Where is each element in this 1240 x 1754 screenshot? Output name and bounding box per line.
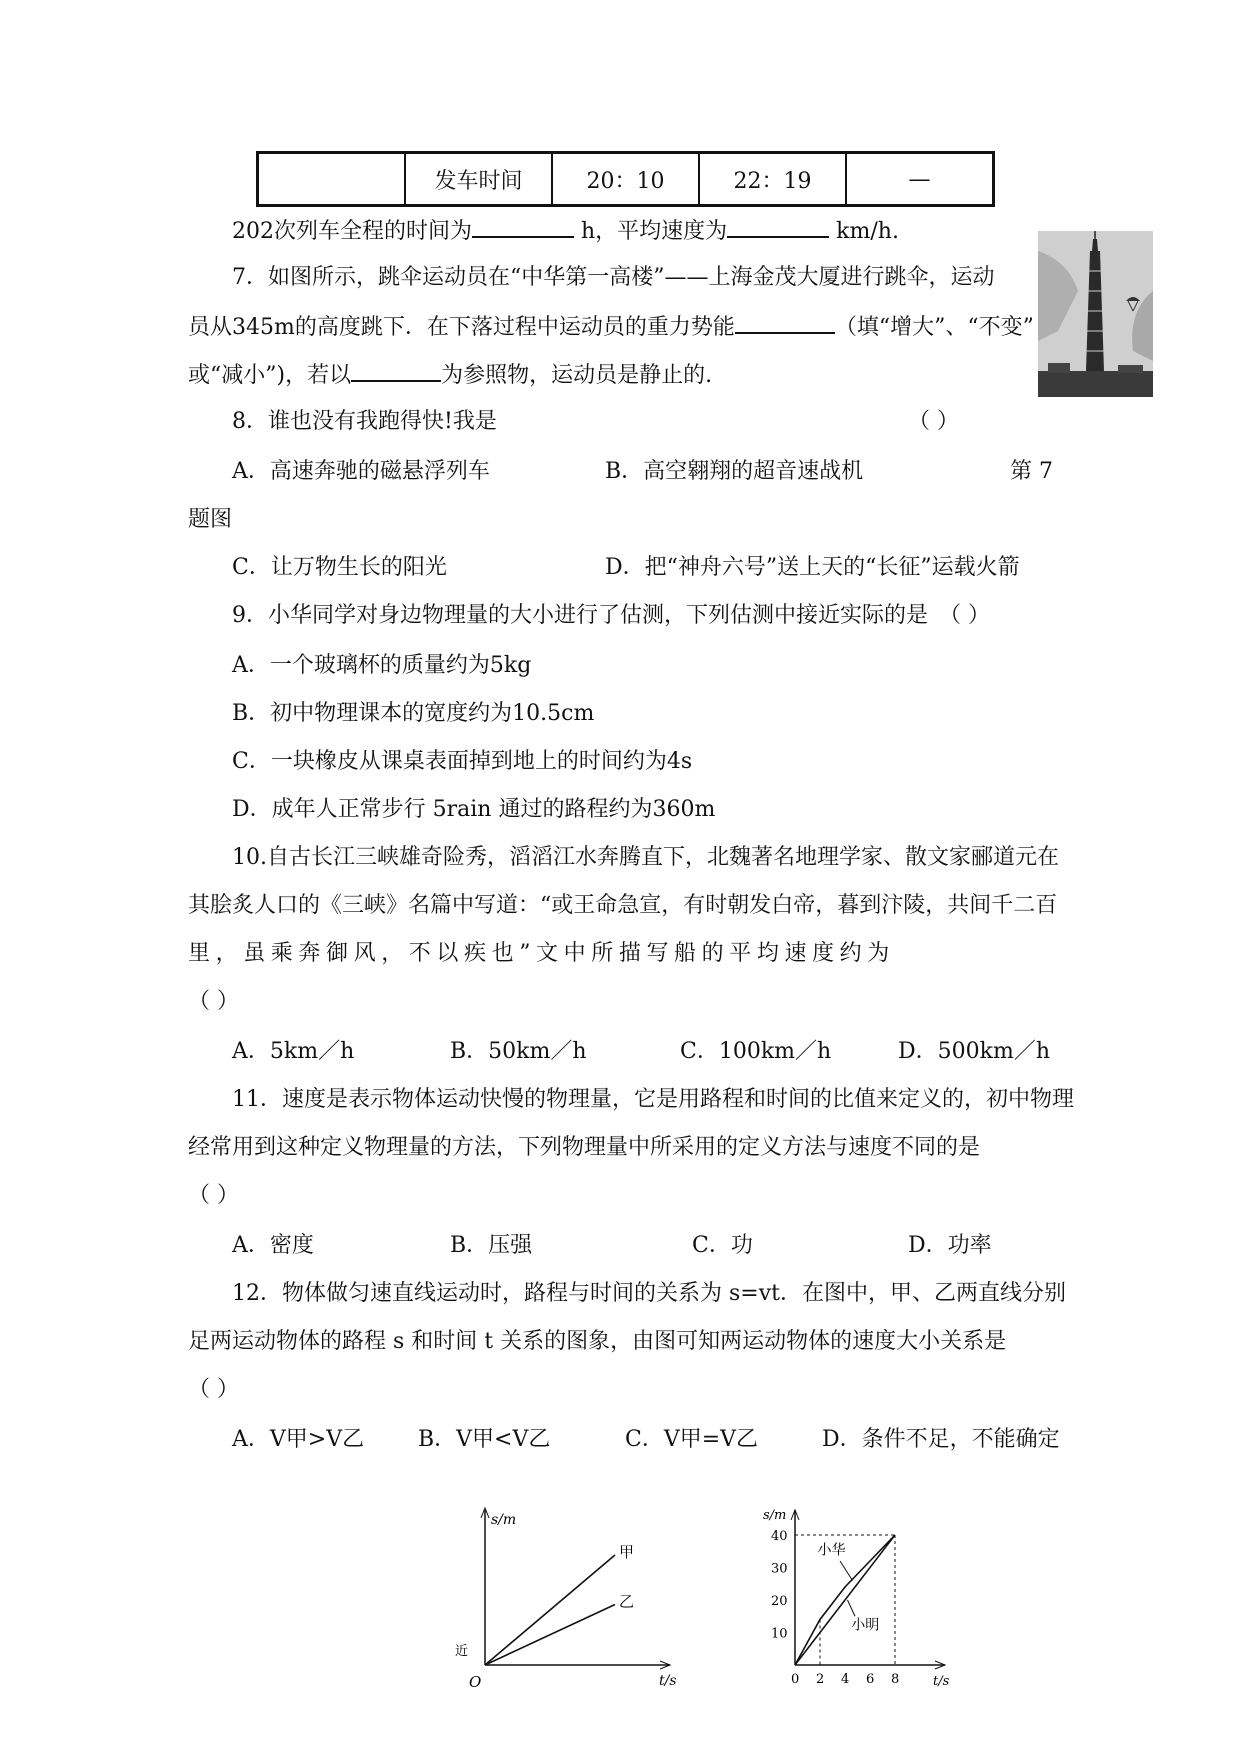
table-cell: 22：19: [699, 153, 846, 206]
q10-option-d: D．500km／h: [898, 1039, 1050, 1064]
q12-option-a: A．V甲>V乙: [232, 1427, 365, 1452]
answer-blank: [351, 358, 441, 382]
q10-option-b: B．50km／h: [450, 1039, 587, 1064]
q8-option-d: D．把“神舟六号”送上天的“长征”运载火箭: [605, 555, 1020, 580]
q12-line3: （ ）: [188, 1377, 239, 1402]
series-label-0: 小华: [817, 1542, 846, 1559]
chart-xiaohua-xiaoming: [750, 1490, 980, 1700]
tower-photo: [1038, 231, 1153, 397]
q8-option-b: B．高空翱翔的超音速战机: [605, 459, 864, 484]
x-tick-label: 6: [866, 1672, 875, 1687]
table-row: [258, 153, 994, 206]
stray-label: 近: [455, 1644, 469, 1659]
series-label-0: 甲: [619, 1543, 635, 1561]
q10-option-a: A．5km／h: [232, 1039, 355, 1064]
q9-option-a: A．一个玻璃杯的质量约为5kg: [232, 653, 532, 678]
table-cell: —: [846, 153, 994, 206]
q6-text: [232, 214, 899, 248]
q7-line2b: （填“增大”、“不变”: [834, 315, 1034, 340]
q9-option-c: C．一块橡皮从课桌表面掉到地上的时间约为4s: [232, 749, 693, 774]
q10-line4: （ ）: [188, 989, 239, 1014]
x-axis-label: t/s: [933, 1674, 950, 1689]
series-line-0: [485, 1555, 615, 1665]
q11-line2: 经常用到这种定义物理量的方法，下列物理量中所采用的定义方法与速度不同的是: [188, 1135, 981, 1160]
table-cell: 20：10: [552, 153, 699, 206]
q6-part3: km/h.: [836, 219, 899, 244]
x-tick-label: 0: [791, 1672, 800, 1687]
series-leader-1: [848, 1600, 856, 1616]
q8-option-c: C．让万物生长的阳光: [232, 555, 447, 580]
answer-blank: [735, 310, 835, 334]
q7-line1: 7．如图所示，跳伞运动员在“中华第一高楼”——上海金茂大厦进行跳伞，运动: [232, 265, 995, 290]
q12-option-c: C．V甲=V乙: [625, 1427, 759, 1452]
y-tick-label: 10: [771, 1626, 788, 1642]
q7-line3b: 为参照物，运动员是静止的.: [441, 363, 713, 388]
q10-line1: 10.自古长江三峡雄奇险秀，滔滔江水奔腾直下，北魏著名地理学家、散文家郦道元在: [232, 845, 1059, 870]
q11-option-b: B．压强: [450, 1233, 533, 1258]
q9-option-d: D．成年人正常步行 5rain 通过的路程约为360m: [232, 797, 716, 822]
q9-stem: 9．小华同学对身边物理量的大小进行了估测，下列估测中接近实际的是 （ ）: [232, 603, 990, 628]
q10-line2: 其脍炙人口的《三峡》名篇中写道：“或王命急宣，有时朝发白帝，暮到汴陵，共间千二百: [188, 893, 1058, 918]
origin-label: O: [469, 1673, 482, 1690]
q6-part1: 202次列车全程的时间为: [232, 219, 472, 244]
y-tick-label: 20: [771, 1594, 788, 1609]
q11-option-d: D．功率: [908, 1233, 992, 1258]
table-cell: 发车时间: [405, 153, 552, 206]
q8-stem: 8．谁也没有我跑得快!我是: [232, 409, 497, 434]
q7-line3a: 或“减小”)，若以: [188, 363, 352, 388]
q8-paren: （ ）: [908, 409, 959, 434]
q11-line3: （ ）: [188, 1183, 239, 1208]
figure-label: 题图: [188, 507, 233, 532]
y-axis-label: s/m: [763, 1508, 787, 1523]
q12-option-b: B．V甲<V乙: [418, 1427, 551, 1452]
q8-option-a: A．高速奔驰的磁悬浮列车: [232, 459, 490, 484]
x-axis-label: t/s: [659, 1673, 677, 1689]
x-tick-label: 2: [816, 1672, 825, 1687]
q7-line2: [188, 310, 1034, 344]
series-leader-0: [840, 1561, 853, 1581]
series-line-1: [485, 1605, 615, 1666]
answer-blank: [472, 214, 574, 238]
answer-blank: [727, 214, 829, 238]
q7-line2a: 员从345m的高度跳下．在下落过程中运动员的重力势能: [188, 315, 735, 340]
chart-jia-yi: [440, 1500, 680, 1690]
q7-line3: [188, 358, 712, 392]
q6-part2: h，平均速度为: [581, 219, 728, 244]
y-axis-label: s/m: [491, 1512, 517, 1528]
q10-option-c: C．100km／h: [680, 1039, 832, 1064]
x-tick-label: 4: [841, 1672, 850, 1687]
train-timetable: [256, 151, 995, 207]
figure-label: 第 7: [1010, 459, 1053, 484]
series-label-1: 小明: [851, 1617, 880, 1634]
q11-line1: 11．速度是表示物体运动快慢的物理量，它是用路程和时间的比值来定义的，初中物理: [232, 1087, 1074, 1112]
q10-line3: 里，虽乘奔御风，不以疾也”文中所描写船的平均速度约为: [188, 941, 895, 966]
q12-option-d: D．条件不足，不能确定: [822, 1427, 1060, 1452]
y-tick-label: 30: [771, 1561, 788, 1577]
q11-option-a: A．密度: [232, 1233, 314, 1258]
q9-option-b: B．初中物理课本的宽度约为10.5cm: [232, 701, 595, 726]
q12-line1: 12．物体做匀速直线运动时，路程与时间的关系为 s=vt．在图中，甲、乙两直线分别: [232, 1281, 1066, 1306]
q11-option-c: C．功: [692, 1233, 753, 1258]
y-tick-label: 40: [771, 1529, 788, 1544]
series-label-1: 乙: [619, 1592, 635, 1611]
x-tick-label: 8: [891, 1672, 900, 1687]
q12-line2: 足两运动物体的路程 s 和时间 t 关系的图象，由图可知两运动物体的速度大小关系是: [188, 1329, 1007, 1354]
table-cell: [258, 153, 406, 206]
